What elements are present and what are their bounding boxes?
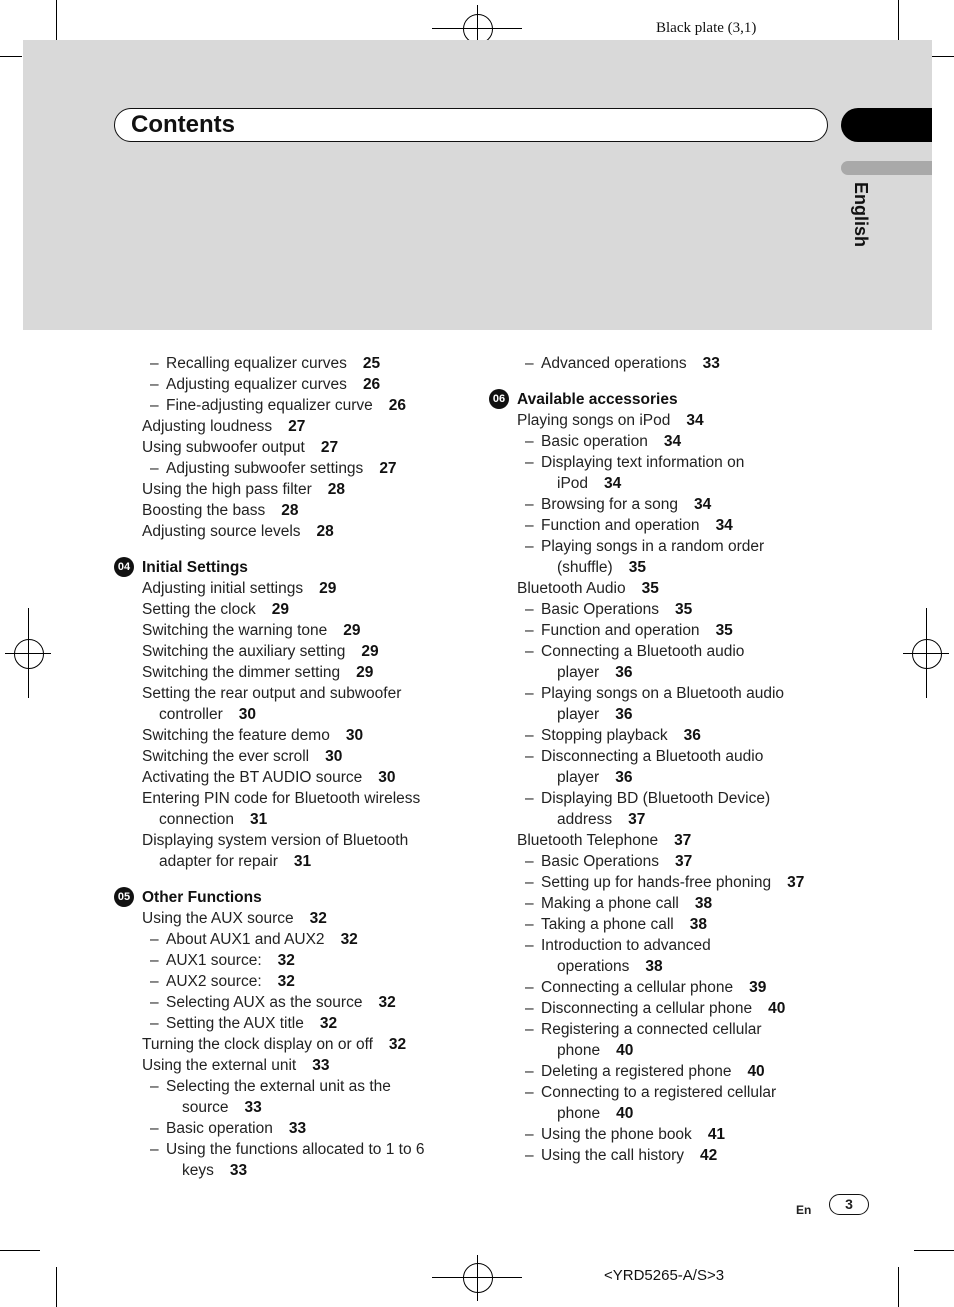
dash-bullet-icon: – bbox=[525, 979, 534, 996]
toc-entry[interactable] bbox=[114, 950, 474, 971]
dash-bullet-icon: – bbox=[525, 916, 534, 933]
toc-entry-text: Boosting the bass bbox=[142, 502, 266, 519]
toc-page-number: 28 bbox=[316, 523, 334, 540]
toc-entry-text: Setting the rear output and subwoofer bbox=[142, 685, 402, 702]
toc-page-number: 34 bbox=[663, 433, 682, 450]
header-band bbox=[23, 40, 932, 330]
toc-entry-text: phone bbox=[557, 1105, 601, 1122]
toc-page-number: 37 bbox=[674, 832, 692, 849]
toc-entry[interactable] bbox=[489, 998, 849, 1019]
dash-bullet-icon: – bbox=[150, 952, 159, 969]
toc-page-number: 37 bbox=[675, 853, 693, 870]
toc-entry[interactable] bbox=[489, 788, 849, 809]
toc-page-number: 30 bbox=[345, 727, 364, 744]
toc-entry[interactable] bbox=[114, 374, 474, 395]
toc-page-number: 38 bbox=[694, 895, 713, 912]
toc-page-number: 26 bbox=[362, 376, 381, 393]
toc-entry[interactable] bbox=[489, 1145, 849, 1166]
toc-entry[interactable] bbox=[114, 767, 474, 788]
crop-mark bbox=[28, 608, 29, 698]
toc-page-number: 36 bbox=[683, 727, 701, 744]
toc-entry-text: Registering a connected cellular bbox=[541, 1021, 762, 1038]
toc-page-number: 28 bbox=[281, 502, 299, 519]
dash-bullet-icon: – bbox=[525, 517, 534, 534]
toc-entry[interactable] bbox=[489, 431, 849, 452]
toc-page-number: 32 bbox=[388, 1036, 407, 1053]
toc-entry-text: Adjusting initial settings bbox=[142, 580, 304, 597]
toc-entry-text: Adjusting loudness bbox=[142, 418, 273, 435]
toc-entry[interactable] bbox=[489, 620, 849, 641]
toc-entry-text: Taking a phone call bbox=[541, 916, 674, 933]
toc-page-number: 34 bbox=[715, 517, 733, 534]
toc-entry[interactable] bbox=[114, 788, 474, 809]
toc-entry[interactable] bbox=[489, 353, 849, 374]
registration-mark-left bbox=[14, 639, 44, 669]
toc-entry[interactable] bbox=[114, 1160, 474, 1181]
toc-page-number: 32 bbox=[340, 931, 358, 948]
toc-entry[interactable] bbox=[489, 746, 849, 767]
page-number: 3 bbox=[829, 1194, 869, 1215]
toc-page-number: 29 bbox=[271, 601, 289, 618]
toc-page-number: 40 bbox=[747, 1063, 765, 1080]
toc-entry-text: address bbox=[557, 811, 613, 828]
toc-entry[interactable] bbox=[489, 641, 849, 662]
crop-mark bbox=[477, 1255, 478, 1301]
toc-entry-text: Using the functions allocated to 1 to 6 bbox=[166, 1141, 425, 1158]
toc-entry-text: Selecting the external unit as the bbox=[166, 1078, 391, 1095]
toc-page-number: 32 bbox=[277, 952, 295, 969]
toc-page-number: 34 bbox=[686, 412, 704, 429]
toc-page-number: 35 bbox=[628, 559, 646, 576]
toc-entry[interactable] bbox=[489, 1061, 849, 1082]
crop-mark bbox=[932, 56, 954, 57]
toc-page-number: 37 bbox=[628, 811, 646, 828]
toc-entry[interactable] bbox=[489, 683, 849, 704]
toc-entry[interactable] bbox=[114, 1034, 474, 1055]
toc-entry[interactable] bbox=[489, 1040, 849, 1061]
toc-entry-text: Using the AUX source bbox=[142, 910, 294, 927]
dash-bullet-icon: – bbox=[525, 355, 534, 372]
toc-entry-text: About AUX1 and AUX2 bbox=[166, 931, 325, 948]
dash-bullet-icon: – bbox=[525, 433, 534, 450]
crop-mark bbox=[0, 1250, 40, 1251]
toc-page-number: 27 bbox=[288, 418, 306, 435]
dash-bullet-icon: – bbox=[150, 460, 159, 477]
registration-mark-right bbox=[912, 639, 942, 669]
toc-page-number: 29 bbox=[319, 580, 337, 597]
toc-page-number: 41 bbox=[707, 1126, 726, 1143]
dash-bullet-icon: – bbox=[150, 1015, 159, 1032]
toc-entry-text: AUX2 source: bbox=[166, 973, 262, 990]
toc-entry[interactable] bbox=[114, 1118, 474, 1139]
toc-entry-text: Entering PIN code for Bluetooth wireless bbox=[142, 790, 421, 807]
toc-entry[interactable] bbox=[489, 557, 849, 578]
toc-page-number: 30 bbox=[325, 748, 343, 765]
dash-bullet-icon: – bbox=[150, 1120, 159, 1137]
toc-entry[interactable] bbox=[114, 437, 474, 458]
dash-bullet-icon: – bbox=[525, 1021, 534, 1038]
toc-page-number: 25 bbox=[362, 355, 381, 372]
dash-bullet-icon: – bbox=[150, 1078, 159, 1095]
toc-page-number: 28 bbox=[327, 481, 345, 498]
toc-entry-text: Adjusting subwoofer settings bbox=[166, 460, 364, 477]
section-number-badge: 05 bbox=[114, 887, 134, 907]
toc-entry[interactable] bbox=[489, 410, 849, 431]
toc-entry[interactable] bbox=[114, 1076, 474, 1097]
toc-page-number: 31 bbox=[293, 853, 312, 870]
crop-mark bbox=[926, 608, 927, 698]
toc-entry-text: Disconnecting a Bluetooth audio bbox=[541, 748, 764, 765]
toc-entry[interactable] bbox=[114, 395, 474, 416]
toc-entry-text: (shuffle) bbox=[557, 559, 613, 576]
toc-entry[interactable] bbox=[489, 1103, 849, 1124]
dash-bullet-icon: – bbox=[525, 1126, 534, 1143]
toc-entry-text: Selecting AUX as the source bbox=[166, 994, 363, 1011]
toc-entry-text: Displaying system version of Bluetooth bbox=[142, 832, 409, 849]
toc-entry-text: Using the high pass filter bbox=[142, 481, 312, 498]
toc-entry-text: Using the external unit bbox=[142, 1057, 297, 1074]
dash-bullet-icon: – bbox=[525, 727, 534, 744]
crop-mark bbox=[914, 1250, 954, 1251]
toc-entry-text: Adjusting source levels bbox=[142, 523, 301, 540]
toc-entry[interactable] bbox=[489, 662, 849, 683]
toc-page-number: 37 bbox=[787, 874, 805, 891]
toc-entry-text: Connecting a cellular phone bbox=[541, 979, 734, 996]
footer-language: En bbox=[796, 1203, 812, 1217]
toc-entry-text: Adjusting equalizer curves bbox=[166, 376, 347, 393]
crop-mark bbox=[56, 1267, 57, 1307]
toc-entry[interactable] bbox=[114, 908, 474, 929]
dash-bullet-icon: – bbox=[525, 538, 534, 555]
toc-page-number: 33 bbox=[702, 355, 720, 372]
toc-entry-text: Disconnecting a cellular phone bbox=[541, 1000, 753, 1017]
crop-mark bbox=[898, 1267, 899, 1307]
toc-entry[interactable] bbox=[114, 1055, 474, 1076]
toc-page-number: 27 bbox=[320, 439, 339, 456]
toc-entry[interactable] bbox=[114, 683, 474, 704]
registration-mark-bottom bbox=[463, 1263, 493, 1293]
dash-bullet-icon: – bbox=[525, 496, 534, 513]
toc-page-number: 40 bbox=[616, 1105, 634, 1122]
dash-bullet-icon: – bbox=[525, 685, 534, 702]
toc-entry-text: Switching the dimmer setting bbox=[142, 664, 341, 681]
toc-entry[interactable] bbox=[489, 767, 849, 788]
toc-page-number: 35 bbox=[715, 622, 733, 639]
toc-entry-text: Switching the warning tone bbox=[142, 622, 328, 639]
toc-entry[interactable] bbox=[489, 956, 849, 977]
toc-entry[interactable] bbox=[489, 1019, 849, 1040]
toc-page-number: 31 bbox=[249, 811, 268, 828]
toc-entry-text: Switching the ever scroll bbox=[142, 748, 310, 765]
toc-entry-text: Function and operation bbox=[541, 517, 700, 534]
toc-page-number: 33 bbox=[229, 1162, 248, 1179]
section-title: Available accessories bbox=[517, 391, 678, 408]
toc-entry[interactable] bbox=[489, 872, 849, 893]
toc-entry[interactable] bbox=[489, 809, 849, 830]
toc-page-number: 33 bbox=[288, 1120, 307, 1137]
crop-mark bbox=[898, 0, 899, 40]
toc-page-number: 34 bbox=[694, 496, 712, 513]
toc-entry-text: phone bbox=[557, 1042, 601, 1059]
dash-bullet-icon: – bbox=[525, 895, 534, 912]
toc-entry[interactable] bbox=[489, 914, 849, 935]
toc-page-number: 27 bbox=[379, 460, 397, 477]
toc-page-number: 29 bbox=[343, 622, 361, 639]
dash-bullet-icon: – bbox=[525, 1000, 534, 1017]
toc-entry[interactable] bbox=[489, 830, 849, 851]
toc-entry-text: keys bbox=[182, 1162, 214, 1179]
toc-entry[interactable] bbox=[114, 809, 474, 830]
toc-entry-text: Basic operation bbox=[541, 433, 648, 450]
toc-entry[interactable] bbox=[489, 452, 849, 473]
dash-bullet-icon: – bbox=[525, 454, 534, 471]
toc-page-number: 32 bbox=[277, 973, 295, 990]
toc-entry-text: Turning the clock display on or off bbox=[142, 1036, 373, 1053]
toc-page-number: 29 bbox=[356, 664, 374, 681]
toc-entry-text: Function and operation bbox=[541, 622, 700, 639]
toc-entry-text: Bluetooth Telephone bbox=[517, 832, 659, 849]
toc-entry[interactable] bbox=[114, 851, 474, 872]
dash-bullet-icon: – bbox=[525, 601, 534, 618]
toc-entry[interactable] bbox=[489, 977, 849, 998]
toc-entry-text: Playing songs on iPod bbox=[517, 412, 671, 429]
dash-bullet-icon: – bbox=[525, 874, 534, 891]
toc-entry[interactable] bbox=[114, 479, 474, 500]
toc-entry[interactable] bbox=[114, 521, 474, 542]
toc-section-heading bbox=[489, 389, 849, 410]
toc-entry-text: Switching the auxiliary setting bbox=[142, 643, 346, 660]
toc-page-number: 33 bbox=[244, 1099, 262, 1116]
toc-entry-text: Using the phone book bbox=[541, 1126, 692, 1143]
toc-entry-text: Recalling equalizer curves bbox=[166, 355, 347, 372]
toc-entry-text: Displaying BD (Bluetooth Device) bbox=[541, 790, 771, 807]
toc-entry-text: Playing songs on a Bluetooth audio bbox=[541, 685, 785, 702]
section-title: Initial Settings bbox=[142, 559, 248, 576]
toc-entry-text: controller bbox=[159, 706, 223, 723]
toc-page-number: 35 bbox=[675, 601, 693, 618]
toc-page-number: 38 bbox=[689, 916, 707, 933]
toc-entry-text: Setting up for hands-free phoning bbox=[541, 874, 772, 891]
toc-page-number: 33 bbox=[312, 1057, 330, 1074]
toc-entry[interactable] bbox=[114, 992, 474, 1013]
plate-label: Black plate (3,1) bbox=[656, 20, 757, 36]
dash-bullet-icon: – bbox=[525, 622, 534, 639]
toc-entry-text: Advanced operations bbox=[541, 355, 687, 372]
toc-page-number: 36 bbox=[615, 664, 633, 681]
toc-page-number: 35 bbox=[641, 580, 659, 597]
toc-entry-text: Connecting to a registered cellular bbox=[541, 1084, 777, 1101]
dash-bullet-icon: – bbox=[525, 748, 534, 765]
language-tab-bar bbox=[841, 161, 932, 175]
toc-entry-text: Introduction to advanced bbox=[541, 937, 711, 954]
toc-page-number: 38 bbox=[645, 958, 663, 975]
dash-bullet-icon: – bbox=[150, 931, 159, 948]
toc-page-number: 32 bbox=[309, 910, 327, 927]
section-number-badge: 04 bbox=[114, 557, 134, 577]
toc-section-heading bbox=[114, 887, 474, 908]
toc-entry-text: adapter for repair bbox=[159, 853, 278, 870]
toc-entry-text: Bluetooth Audio bbox=[517, 580, 626, 597]
toc-entry[interactable] bbox=[114, 725, 474, 746]
dash-bullet-icon: – bbox=[525, 937, 534, 954]
toc-entry-text: Playing songs in a random order bbox=[541, 538, 765, 555]
toc-page-number: 32 bbox=[378, 994, 396, 1011]
document-code: <YRD5265-A/S>3 bbox=[604, 1267, 725, 1284]
page-title: Contents bbox=[131, 111, 235, 138]
dash-bullet-icon: – bbox=[525, 1084, 534, 1101]
toc-page-number: 36 bbox=[615, 769, 633, 786]
toc-entry[interactable] bbox=[114, 599, 474, 620]
toc-entry-text: Connecting a Bluetooth audio bbox=[541, 643, 745, 660]
dash-bullet-icon: – bbox=[150, 973, 159, 990]
toc-entry-text: Making a phone call bbox=[541, 895, 679, 912]
dash-bullet-icon: – bbox=[150, 376, 159, 393]
toc-entry[interactable] bbox=[114, 1139, 474, 1160]
toc-entry-text: AUX1 source: bbox=[166, 952, 262, 969]
toc-entry[interactable] bbox=[114, 416, 474, 437]
toc-entry[interactable] bbox=[114, 500, 474, 521]
toc-entry[interactable] bbox=[489, 515, 849, 536]
toc-entry[interactable] bbox=[489, 704, 849, 725]
toc-entry[interactable] bbox=[114, 746, 474, 767]
toc-entry[interactable] bbox=[114, 1097, 474, 1118]
toc-page-number: 32 bbox=[319, 1015, 338, 1032]
dash-bullet-icon: – bbox=[150, 355, 159, 372]
toc-entry-text: Basic Operations bbox=[541, 601, 660, 618]
dash-bullet-icon: – bbox=[525, 790, 534, 807]
toc-entry[interactable] bbox=[489, 536, 849, 557]
toc-page-number: 40 bbox=[768, 1000, 786, 1017]
toc-entry[interactable] bbox=[489, 599, 849, 620]
dash-bullet-icon: – bbox=[525, 643, 534, 660]
toc-entry-text: source bbox=[182, 1099, 229, 1116]
toc-entry-text: Fine-adjusting equalizer curve bbox=[166, 397, 373, 414]
toc-entry[interactable] bbox=[489, 725, 849, 746]
crop-mark bbox=[0, 56, 22, 57]
toc-entry[interactable] bbox=[114, 458, 474, 479]
toc-entry-text: Using the call history bbox=[541, 1147, 685, 1164]
toc-entry[interactable] bbox=[114, 830, 474, 851]
dash-bullet-icon: – bbox=[525, 1147, 534, 1164]
toc-entry-text: Deleting a registered phone bbox=[541, 1063, 732, 1080]
toc-page-number: 42 bbox=[700, 1147, 718, 1164]
toc-entry[interactable] bbox=[114, 971, 474, 992]
toc-entry-text: Setting the clock bbox=[142, 601, 256, 618]
toc-entry[interactable] bbox=[489, 935, 849, 956]
toc-entry[interactable] bbox=[489, 1082, 849, 1103]
toc-entry[interactable] bbox=[114, 1013, 474, 1034]
toc-entry-text: operations bbox=[557, 958, 630, 975]
toc-entry-text: Displaying text information on bbox=[541, 454, 745, 471]
toc-entry-text: player bbox=[557, 706, 600, 723]
toc-page-number: 26 bbox=[388, 397, 407, 414]
toc-entry-text: connection bbox=[159, 811, 234, 828]
toc-page-number: 40 bbox=[616, 1042, 634, 1059]
toc-entry[interactable] bbox=[489, 578, 849, 599]
toc-entry-text: player bbox=[557, 769, 600, 786]
toc-entry[interactable] bbox=[489, 494, 849, 515]
toc-page-number: 30 bbox=[378, 769, 396, 786]
section-tab bbox=[841, 108, 932, 142]
toc-entry[interactable] bbox=[114, 578, 474, 599]
crop-mark bbox=[56, 0, 57, 40]
toc-entry[interactable] bbox=[114, 620, 474, 641]
toc-right-column bbox=[489, 353, 849, 1166]
toc-page-number: 30 bbox=[238, 706, 256, 723]
toc-entry-text: Activating the BT AUDIO source bbox=[142, 769, 363, 786]
toc-entry[interactable] bbox=[114, 704, 474, 725]
toc-entry-text: Browsing for a song bbox=[541, 496, 678, 513]
toc-section-heading bbox=[114, 557, 474, 578]
language-label: English bbox=[851, 182, 871, 248]
toc-entry[interactable] bbox=[114, 353, 474, 374]
toc-page-number: 36 bbox=[615, 706, 633, 723]
toc-entry-text: Basic operation bbox=[166, 1120, 273, 1137]
toc-entry-text: Basic Operations bbox=[541, 853, 660, 870]
toc-entry-text: Using subwoofer output bbox=[142, 439, 305, 456]
toc-entry-text: iPod bbox=[557, 475, 589, 492]
dash-bullet-icon: – bbox=[150, 994, 159, 1011]
section-title: Other Functions bbox=[142, 889, 262, 906]
toc-page-number: 39 bbox=[749, 979, 767, 996]
dash-bullet-icon: – bbox=[525, 853, 534, 870]
toc-entry-text: Switching the feature demo bbox=[142, 727, 330, 744]
toc-entry-text: player bbox=[557, 664, 600, 681]
toc-entry-text: Setting the AUX title bbox=[166, 1015, 304, 1032]
dash-bullet-icon: – bbox=[150, 397, 159, 414]
toc-entry[interactable] bbox=[489, 1124, 849, 1145]
toc-entry[interactable] bbox=[114, 641, 474, 662]
toc-entry[interactable] bbox=[114, 929, 474, 950]
section-number-badge: 06 bbox=[489, 389, 509, 409]
toc-left-column bbox=[114, 353, 474, 1181]
dash-bullet-icon: – bbox=[150, 1141, 159, 1158]
dash-bullet-icon: – bbox=[525, 1063, 534, 1080]
toc-page-number: 29 bbox=[361, 643, 379, 660]
toc-entry[interactable] bbox=[489, 893, 849, 914]
toc-page-number: 34 bbox=[604, 475, 622, 492]
toc-entry[interactable] bbox=[489, 851, 849, 872]
toc-entry[interactable] bbox=[489, 473, 849, 494]
toc-entry[interactable] bbox=[114, 662, 474, 683]
toc-entry-text: Stopping playback bbox=[541, 727, 668, 744]
title-bar bbox=[114, 108, 828, 142]
